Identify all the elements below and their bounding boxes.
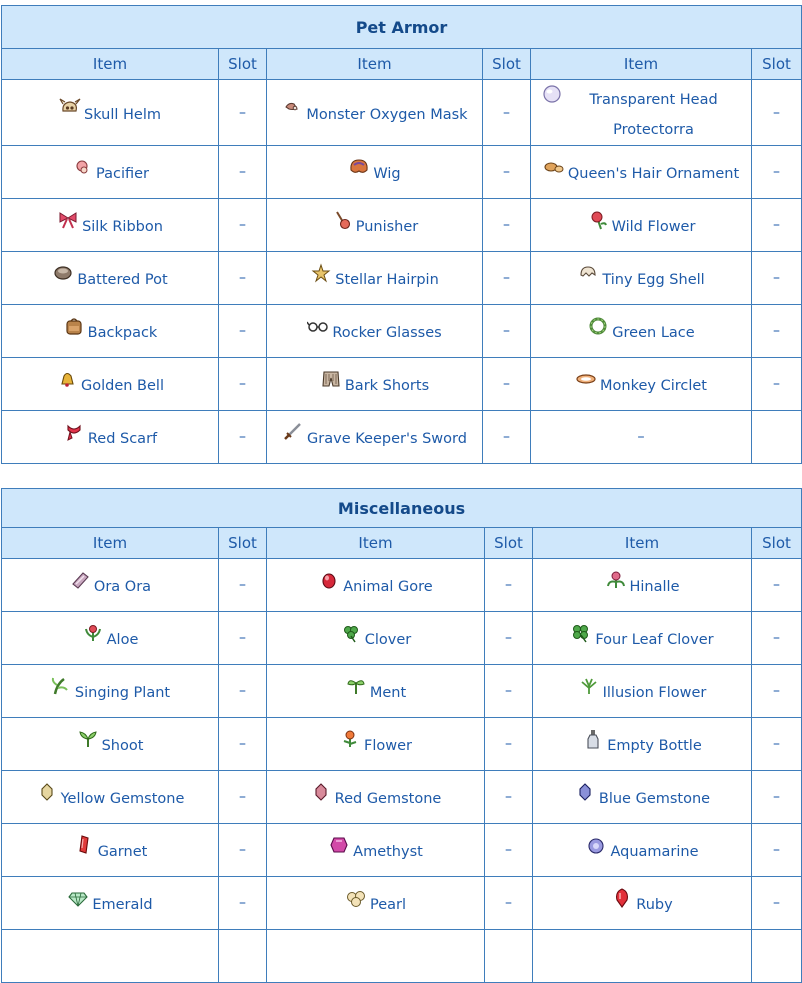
item-cell xyxy=(533,559,752,612)
blue-gemstone-icon xyxy=(574,782,596,802)
column-header-slot: Slot xyxy=(219,528,267,559)
table-title: Pet Armor xyxy=(2,6,802,49)
punisher-icon xyxy=(331,210,353,230)
slot-cell: – xyxy=(483,199,531,252)
oxygen-mask-icon xyxy=(281,97,303,117)
item-link[interactable]: Shoot xyxy=(101,738,144,755)
table-row xyxy=(2,771,802,824)
slot-cell: – xyxy=(219,411,267,464)
table-row xyxy=(2,358,802,411)
egg-shell-icon xyxy=(577,263,599,283)
item-cell xyxy=(533,612,752,665)
item-cell xyxy=(2,824,219,877)
four-leaf-clover-icon xyxy=(570,623,592,643)
miscellaneous-table xyxy=(1,488,802,983)
item-link[interactable]: Green Lace xyxy=(612,325,695,342)
table-row xyxy=(2,665,802,718)
emerald-icon xyxy=(67,888,89,908)
slot-cell: – xyxy=(752,358,802,411)
item-link[interactable]: Aquamarine xyxy=(610,844,699,861)
item-link[interactable]: Backpack xyxy=(87,325,158,342)
item-cell xyxy=(267,358,483,411)
item-cell xyxy=(2,358,219,411)
item-link[interactable]: Rocker Glasses xyxy=(332,325,442,342)
ribbon-icon xyxy=(57,210,79,230)
item-link[interactable]: Golden Bell xyxy=(81,378,164,395)
item-cell xyxy=(2,559,219,612)
circlet-icon xyxy=(575,369,597,389)
item-cell xyxy=(267,824,485,877)
shorts-icon xyxy=(320,369,342,389)
item-link[interactable]: Clover xyxy=(364,632,412,649)
wig-icon xyxy=(348,157,370,177)
ruby-icon xyxy=(611,888,633,908)
backpack-icon xyxy=(63,316,85,336)
item-cell xyxy=(531,146,752,199)
table-row xyxy=(2,930,802,983)
item-link[interactable]: Aloe xyxy=(106,632,139,649)
garnet-icon xyxy=(73,835,95,855)
item-cell xyxy=(2,146,219,199)
item-cell xyxy=(533,877,752,930)
item-cell xyxy=(267,612,485,665)
table-row xyxy=(2,146,802,199)
item-cell xyxy=(267,559,485,612)
slot-cell: – xyxy=(752,824,802,877)
slot-cell: – xyxy=(752,80,802,146)
column-header-item: Item xyxy=(531,49,752,80)
item-link[interactable]: Emerald xyxy=(92,897,153,914)
clover-icon xyxy=(340,623,362,643)
pot-icon xyxy=(52,263,74,283)
item-link[interactable]: Pearl xyxy=(369,897,407,914)
slot-cell: – xyxy=(219,877,267,930)
slot-cell: – xyxy=(485,718,533,771)
slot-cell: – xyxy=(485,877,533,930)
column-header-slot: Slot xyxy=(485,528,533,559)
item-cell xyxy=(267,305,483,358)
slot-cell: – xyxy=(485,824,533,877)
table-row xyxy=(2,252,802,305)
slot-cell: – xyxy=(752,877,802,930)
item-cell xyxy=(267,199,483,252)
slot-cell: – xyxy=(483,146,531,199)
bottle-icon xyxy=(582,729,604,749)
column-header-slot: Slot xyxy=(219,49,267,80)
aquamarine-icon xyxy=(585,835,607,855)
slot-cell: – xyxy=(219,612,267,665)
item-link[interactable]: Animal Gore xyxy=(343,579,433,596)
slot-cell: – xyxy=(752,252,802,305)
item-link[interactable]: Ora Ora xyxy=(93,579,152,596)
shoot-icon xyxy=(77,729,99,749)
item-cell xyxy=(267,411,483,464)
slot-cell: – xyxy=(483,80,531,146)
item-link[interactable]: Hinalle xyxy=(629,579,680,596)
scarf-icon xyxy=(63,422,85,442)
hairpin-icon xyxy=(310,263,332,283)
slot-cell: – xyxy=(752,612,802,665)
item-link[interactable]: Wig xyxy=(373,166,401,183)
hair-ornament-icon xyxy=(543,157,565,177)
sword-icon xyxy=(282,422,304,442)
slot-cell: – xyxy=(485,665,533,718)
table-title: Miscellaneous xyxy=(2,489,802,528)
item-link[interactable]: Pacifier xyxy=(96,166,149,183)
item-cell xyxy=(2,252,219,305)
slot-cell: – xyxy=(219,305,267,358)
item-link[interactable]: Illusion Flower xyxy=(602,685,707,702)
item-link[interactable]: Tiny Egg Shell xyxy=(602,272,705,289)
item-link[interactable]: Skull Helm xyxy=(84,106,161,123)
item-cell xyxy=(2,771,219,824)
item-link[interactable]: Flower xyxy=(364,738,412,755)
item-cell xyxy=(267,252,483,305)
pearl-icon xyxy=(345,888,367,908)
slot-cell: – xyxy=(219,199,267,252)
slot-cell: – xyxy=(219,665,267,718)
yellow-gemstone-icon xyxy=(36,782,58,802)
slot-cell: – xyxy=(752,305,802,358)
slot-cell: – xyxy=(219,252,267,305)
item-link[interactable]: Four Leaf Clover xyxy=(595,632,714,649)
item-link[interactable]: Punisher xyxy=(355,219,419,236)
item-link[interactable]: Bark Shorts xyxy=(344,378,430,395)
wild-flower-icon xyxy=(587,210,609,230)
hinalle-icon xyxy=(605,570,627,590)
table-row xyxy=(2,718,802,771)
flower-icon xyxy=(339,729,361,749)
item-cell xyxy=(2,665,219,718)
singing-plant-icon xyxy=(50,676,72,696)
slot-cell: – xyxy=(219,771,267,824)
item-link[interactable]: Stellar Hairpin xyxy=(335,272,439,289)
item-cell xyxy=(267,877,485,930)
slot-cell: – xyxy=(485,771,533,824)
item-cell xyxy=(2,877,219,930)
item-link[interactable]: Empty Bottle xyxy=(607,738,702,755)
item-link[interactable]: Red Gemstone xyxy=(334,791,442,808)
glasses-icon xyxy=(307,316,329,336)
item-cell xyxy=(267,665,485,718)
item-cell xyxy=(2,199,219,252)
slot-cell: – xyxy=(752,665,802,718)
slot-cell: – xyxy=(483,411,531,464)
item-link[interactable]: Yellow Gemstone xyxy=(60,791,185,808)
item-cell xyxy=(533,718,752,771)
item-link[interactable]: Battered Pot xyxy=(77,272,168,289)
column-header-item: Item xyxy=(533,528,752,559)
slot-cell: – xyxy=(219,824,267,877)
item-link[interactable]: Wild Flower xyxy=(611,219,696,236)
column-header-slot: Slot xyxy=(483,49,531,80)
item-link[interactable]: Blue Gemstone xyxy=(598,791,711,808)
amethyst-icon xyxy=(328,835,350,855)
item-link[interactable]: Transparent Head Protectorra xyxy=(589,92,718,138)
pacifier-icon xyxy=(71,157,93,177)
table-row xyxy=(2,877,802,930)
item-cell xyxy=(533,824,752,877)
crystal-ball-icon xyxy=(541,84,563,104)
table-row xyxy=(2,199,802,252)
red-gemstone-icon xyxy=(310,782,332,802)
slot-cell: – xyxy=(483,358,531,411)
item-cell xyxy=(267,718,485,771)
item-cell xyxy=(2,718,219,771)
item-cell xyxy=(267,80,483,146)
item-cell xyxy=(531,252,752,305)
slot-cell: – xyxy=(752,146,802,199)
table-row xyxy=(2,559,802,612)
item-link[interactable]: Singing Plant xyxy=(74,685,171,702)
column-header-slot: Slot xyxy=(752,49,802,80)
item-cell xyxy=(267,771,485,824)
item-link[interactable]: Monkey Circlet xyxy=(600,378,707,395)
slot-cell: – xyxy=(219,146,267,199)
item-link[interactable]: Silk Ribbon xyxy=(82,219,163,236)
item-cell xyxy=(531,305,752,358)
slot-cell: – xyxy=(485,612,533,665)
slot-cell: – xyxy=(752,559,802,612)
slot-cell: – xyxy=(219,80,267,146)
column-header-item: Item xyxy=(267,49,483,80)
item-link[interactable]: Ment xyxy=(369,685,407,702)
aloe-icon xyxy=(82,623,104,643)
slot-cell: – xyxy=(483,252,531,305)
animal-gore-icon xyxy=(318,570,340,590)
slot-cell: – xyxy=(219,559,267,612)
item-cell xyxy=(2,305,219,358)
slot-cell: – xyxy=(219,718,267,771)
item-cell xyxy=(531,80,752,146)
table-row xyxy=(2,305,802,358)
item-cell xyxy=(533,665,752,718)
item-cell xyxy=(2,80,219,146)
table-row xyxy=(2,411,802,464)
table-row xyxy=(2,824,802,877)
item-link[interactable]: Queen's Hair Ornament xyxy=(567,166,740,183)
item-link[interactable]: Garnet xyxy=(97,844,148,861)
item-link[interactable]: Ruby xyxy=(636,897,673,914)
item-cell xyxy=(531,199,752,252)
empty-item-cell: – xyxy=(531,411,752,464)
slot-cell: – xyxy=(752,771,802,824)
ora-ora-icon xyxy=(69,570,91,590)
slot-cell: – xyxy=(485,559,533,612)
bell-icon xyxy=(56,369,78,389)
slot-cell: – xyxy=(752,199,802,252)
slot-cell: – xyxy=(752,718,802,771)
table-row xyxy=(2,80,802,146)
column-header-slot: Slot xyxy=(752,528,802,559)
item-link[interactable]: Grave Keeper's Sword xyxy=(307,431,467,448)
item-link[interactable]: Red Scarf xyxy=(87,431,158,448)
item-link[interactable]: Amethyst xyxy=(353,844,423,861)
lace-icon xyxy=(587,316,609,336)
item-link[interactable]: Monster Oxygen Mask xyxy=(306,106,468,123)
slot-cell xyxy=(752,411,802,464)
column-header-item: Item xyxy=(2,49,219,80)
item-cell xyxy=(267,146,483,199)
table-row xyxy=(2,612,802,665)
skull-helm-icon xyxy=(59,97,81,117)
column-header-item: Item xyxy=(2,528,219,559)
item-cell xyxy=(2,612,219,665)
column-header-item: Item xyxy=(267,528,485,559)
ment-icon xyxy=(345,676,367,696)
item-cell xyxy=(533,771,752,824)
pet-armor-table xyxy=(1,5,802,464)
slot-cell: – xyxy=(219,358,267,411)
item-cell xyxy=(531,358,752,411)
item-cell xyxy=(2,411,219,464)
slot-cell: – xyxy=(483,305,531,358)
illusion-flower-icon xyxy=(578,676,600,696)
